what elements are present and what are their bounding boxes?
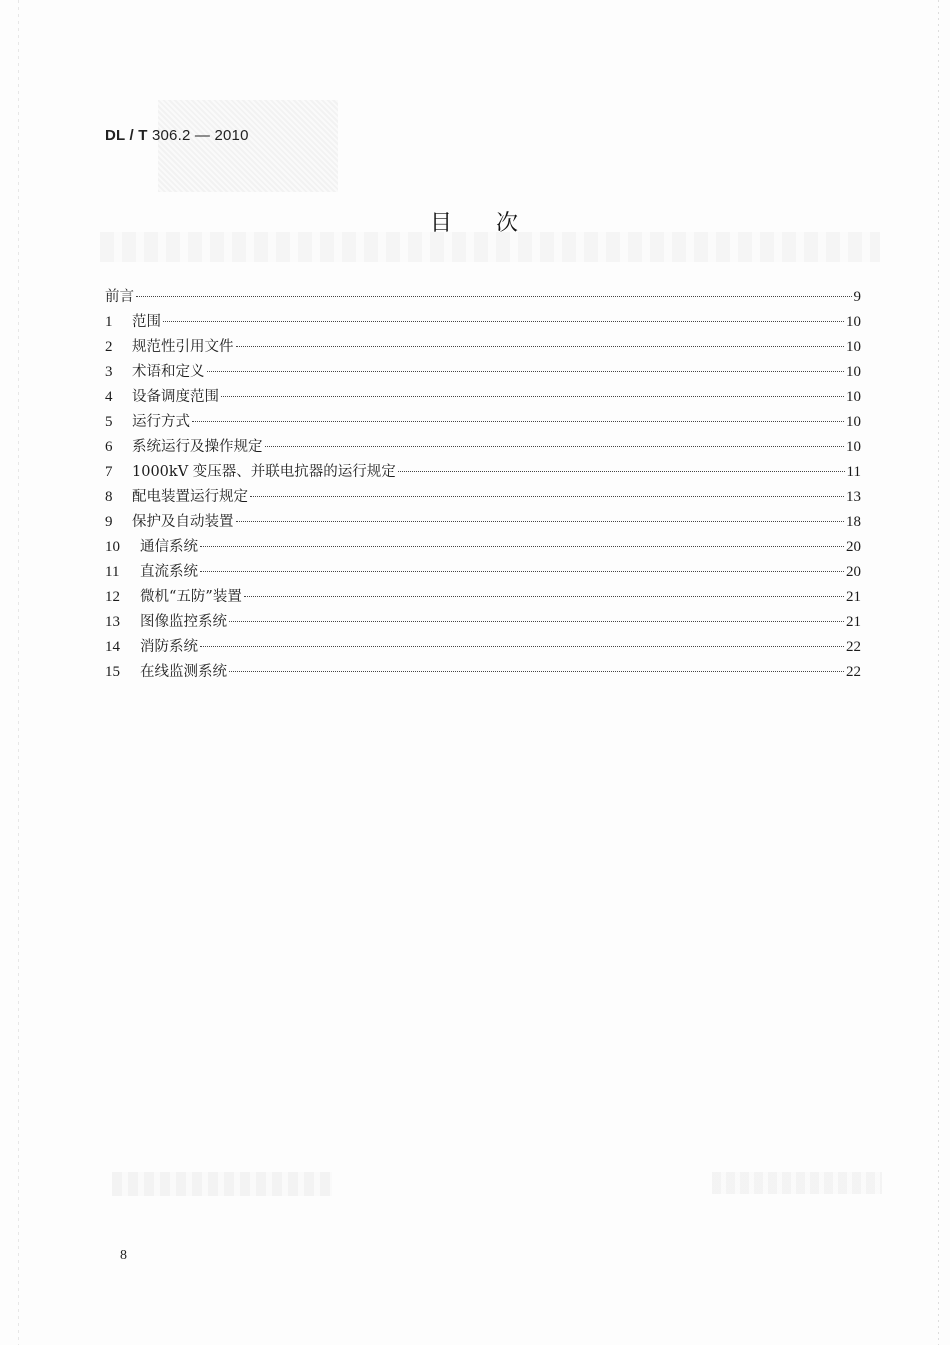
standard-code bbox=[105, 127, 249, 144]
toc-dot-leader bbox=[229, 671, 844, 672]
toc-entry[interactable] bbox=[105, 510, 861, 535]
toc-entry-page: 9 bbox=[853, 289, 861, 305]
toc-entry-number: 11 bbox=[105, 564, 120, 580]
toc-entry-page: 20 bbox=[846, 564, 861, 580]
toc-entry[interactable] bbox=[105, 635, 861, 660]
page-number: 8 bbox=[120, 1248, 127, 1263]
toc-entry-label: 图像监控系统 bbox=[140, 614, 227, 630]
toc-dot-leader bbox=[200, 571, 844, 572]
toc-entry-label: 消防系统 bbox=[140, 639, 198, 655]
toc-entry-page: 22 bbox=[846, 639, 861, 655]
toc-entry[interactable] bbox=[105, 385, 861, 410]
toc-entry-label: 直流系统 bbox=[140, 564, 198, 580]
toc-entry-label: 设备调度范围 bbox=[132, 389, 219, 405]
toc-entry-label: 1000kV 变压器、并联电抗器的运行规定 bbox=[132, 464, 396, 480]
toc-title-right: 次 bbox=[496, 211, 521, 236]
toc-entry[interactable] bbox=[105, 285, 861, 310]
toc-entry-label: 范围 bbox=[132, 314, 161, 330]
toc-entry-number: 5 bbox=[105, 414, 113, 430]
toc-entry-number: 8 bbox=[105, 489, 113, 505]
toc-entry-page: 22 bbox=[846, 664, 861, 680]
toc-entry-page: 10 bbox=[846, 364, 861, 380]
toc-entry-number: 2 bbox=[105, 339, 113, 355]
toc-entry-page: 10 bbox=[846, 314, 861, 330]
toc-dot-leader bbox=[250, 496, 844, 497]
toc-entry-number: 7 bbox=[105, 464, 113, 480]
table-of-contents bbox=[105, 285, 861, 685]
scan-edge-artifact-left bbox=[18, 0, 19, 1345]
toc-entry[interactable] bbox=[105, 310, 861, 335]
toc-dot-leader bbox=[265, 446, 845, 447]
toc-dot-leader bbox=[244, 596, 844, 597]
toc-entry-number: 14 bbox=[105, 639, 120, 655]
toc-entry[interactable] bbox=[105, 610, 861, 635]
toc-dot-leader bbox=[200, 546, 844, 547]
bleed-through-footer-left bbox=[112, 1172, 332, 1196]
toc-entry-label: 微机“五防”装置 bbox=[140, 589, 242, 605]
toc-entry-number: 3 bbox=[105, 364, 113, 380]
toc-dot-leader bbox=[236, 521, 845, 522]
toc-entry-page: 10 bbox=[846, 414, 861, 430]
toc-entry-number: 15 bbox=[105, 664, 120, 680]
toc-entry-number: 9 bbox=[105, 514, 113, 530]
toc-entry-page: 10 bbox=[846, 339, 861, 355]
toc-dot-leader bbox=[200, 646, 844, 647]
toc-entry-page: 10 bbox=[846, 439, 861, 455]
toc-dot-leader bbox=[398, 471, 845, 472]
bleed-through-artifact bbox=[158, 100, 338, 192]
toc-dot-leader bbox=[236, 346, 845, 347]
toc-entry[interactable] bbox=[105, 410, 861, 435]
toc-entry-page: 10 bbox=[846, 389, 861, 405]
toc-entry-label: 运行方式 bbox=[132, 414, 190, 430]
toc-entry-page: 11 bbox=[846, 464, 861, 480]
toc-entry[interactable] bbox=[105, 560, 861, 585]
toc-entry[interactable] bbox=[105, 460, 861, 485]
bleed-through-footer-right bbox=[712, 1172, 882, 1194]
toc-dot-leader bbox=[221, 396, 844, 397]
toc-entry-label: 术语和定义 bbox=[132, 364, 205, 380]
toc-entry-number: 10 bbox=[105, 539, 120, 555]
toc-dot-leader bbox=[136, 296, 852, 297]
toc-entry[interactable] bbox=[105, 535, 861, 560]
toc-entry-label: 前言 bbox=[105, 289, 134, 305]
toc-entry-label: 系统运行及操作规定 bbox=[132, 439, 263, 455]
toc-entry-label: 配电装置运行规定 bbox=[132, 489, 248, 505]
toc-entry-number: 6 bbox=[105, 439, 113, 455]
toc-entry-page: 18 bbox=[846, 514, 861, 530]
toc-entry[interactable] bbox=[105, 660, 861, 685]
toc-dot-leader bbox=[163, 321, 844, 322]
toc-entry-page: 21 bbox=[846, 614, 861, 630]
toc-entry-number: 4 bbox=[105, 389, 113, 405]
toc-entry-number: 13 bbox=[105, 614, 120, 630]
toc-title bbox=[0, 206, 950, 237]
standard-prefix: DL / T bbox=[105, 127, 148, 144]
toc-entry-number: 12 bbox=[105, 589, 120, 605]
toc-dot-leader bbox=[207, 371, 845, 372]
toc-entry[interactable] bbox=[105, 360, 861, 385]
toc-entry[interactable] bbox=[105, 335, 861, 360]
toc-entry-label: 保护及自动装置 bbox=[132, 514, 234, 530]
toc-entry[interactable] bbox=[105, 435, 861, 460]
toc-dot-leader bbox=[192, 421, 844, 422]
toc-entry-number: 1 bbox=[105, 314, 113, 330]
scan-edge-artifact-right bbox=[938, 0, 939, 1345]
toc-entry-label: 在线监测系统 bbox=[140, 664, 227, 680]
toc-entry-page: 21 bbox=[846, 589, 861, 605]
toc-entry-label: 规范性引用文件 bbox=[132, 339, 234, 355]
toc-title-left: 目 bbox=[429, 211, 454, 236]
toc-dot-leader bbox=[229, 621, 844, 622]
toc-entry-page: 13 bbox=[846, 489, 861, 505]
toc-entry-label: 通信系统 bbox=[140, 539, 198, 555]
standard-number: 306.2 — 2010 bbox=[151, 127, 249, 144]
toc-entry[interactable] bbox=[105, 485, 861, 510]
toc-entry[interactable] bbox=[105, 585, 861, 610]
toc-entry-page: 20 bbox=[846, 539, 861, 555]
